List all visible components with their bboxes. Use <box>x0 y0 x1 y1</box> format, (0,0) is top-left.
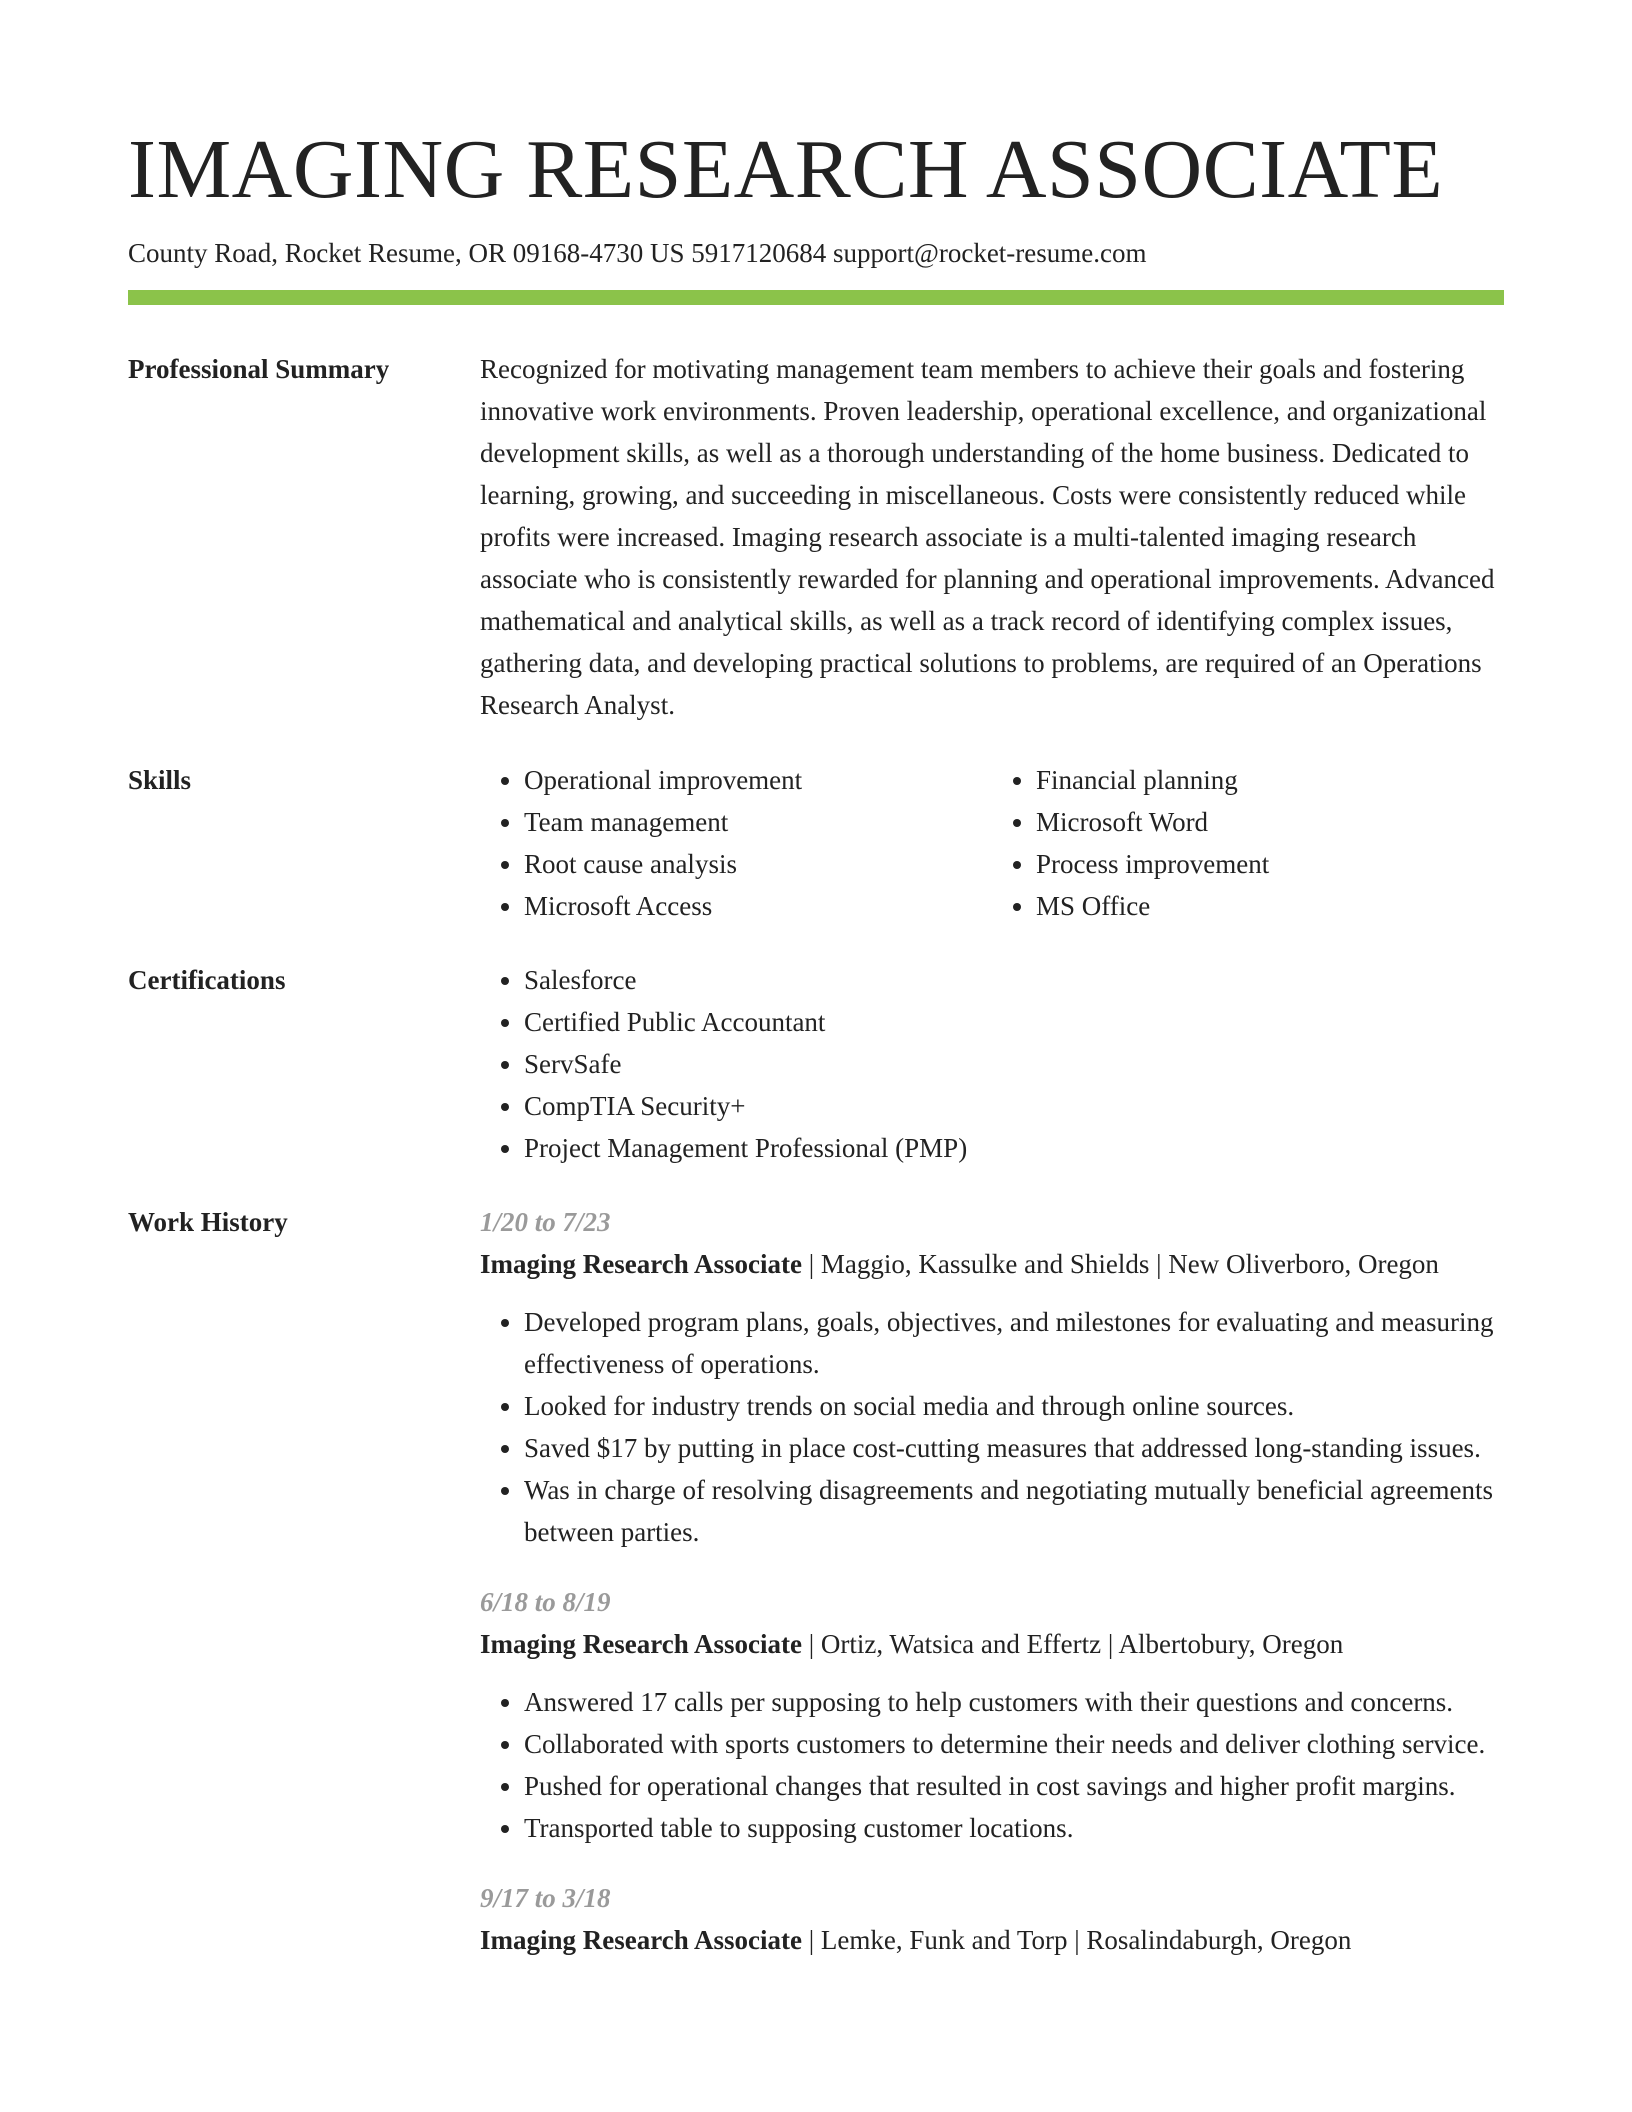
certification-item: • Project Management Professional (PMP) <box>524 1127 1504 1169</box>
job-dates: 9/17 to 3/18 <box>480 1883 611 1913</box>
contact-line: County Road, Rocket Resume, OR 09168-4730 US 5917120684 support@rocket-resume.com <box>128 238 1147 268</box>
resume-page <box>128 0 1504 1955</box>
job-heading <box>480 1919 1504 1961</box>
job-duty: • Looked for industry trends on social media and through online sources. <box>524 1385 1504 1427</box>
summary-text: Recognized for motivating management team members to achieve their goals and fostering innovative work environments. Proven leadership, operational excellence, and organizational development skills, as well as a thorough understanding of the home business. Dedicated to learning, growing, and succeeding in miscellaneous. Costs were consistently reduced while profits were increased. Imaging research associate is a multi-talented imaging research associate who is consistently rewarded for planning and operational improvements. Advanced mathematical and analytical skills, as well as a track record of identifying complex issues, gathering data, and developing practical solutions to problems, are required of an Operations Research Analyst. <box>480 354 1495 720</box>
job-heading <box>480 1623 1504 1665</box>
certification-item: • Salesforce <box>524 959 1504 1001</box>
skills-section <box>128 759 1504 927</box>
skill-item: • Team management <box>524 801 992 843</box>
job-heading <box>480 1243 1504 1285</box>
job-duty: • Pushed for operational changes that resulted in cost savings and higher profit margins. <box>524 1765 1504 1807</box>
job-dates: 6/18 to 8/19 <box>480 1587 611 1617</box>
skill-item: • Microsoft Access <box>524 885 992 927</box>
certification-item: • ServSafe <box>524 1043 1504 1085</box>
job-entry <box>480 1581 1504 1849</box>
job-employer-location: | Maggio, Kassulke and Shields | New Oliverboro, Oregon <box>801 1249 1439 1279</box>
accent-divider <box>128 290 1504 305</box>
job-duties-list <box>480 1301 1504 1553</box>
job-duties-list <box>480 1681 1504 1849</box>
job-duty: • Transported table to supposing customer locations. <box>524 1807 1504 1849</box>
job-duty: • Was in charge of resolving disagreements and negotiating mutually beneficial agreements between parties. <box>524 1469 1504 1553</box>
work-history-section-title: Work History <box>128 1207 288 1237</box>
summary-section-title: Professional Summary <box>128 354 390 384</box>
job-title: Imaging Research Associate <box>480 1629 802 1659</box>
certifications-section-title: Certifications <box>128 965 286 995</box>
resume-name-heading: IMAGING RESEARCH ASSOCIATE <box>128 123 1444 216</box>
skill-item: • Microsoft Word <box>1036 801 1504 843</box>
certifications-section <box>128 959 1504 1169</box>
job-duty: • Answered 17 calls per supposing to help customers with their questions and concerns. <box>524 1681 1504 1723</box>
summary-section <box>128 348 1504 726</box>
skill-item: • Process improvement <box>1036 843 1504 885</box>
job-duty: • Saved $17 by putting in place cost-cutting measures that addressed long-standing issues. <box>524 1427 1504 1469</box>
skill-item: • Root cause analysis <box>524 843 992 885</box>
job-duty: • Developed program plans, goals, objectives, and milestones for evaluating and measuring effectiveness of operations. <box>524 1301 1504 1385</box>
certifications-list <box>480 959 1504 1169</box>
job-employer-location: | Ortiz, Watsica and Effertz | Albertobury, Oregon <box>801 1629 1344 1659</box>
job-entry <box>480 1201 1504 1553</box>
job-title: Imaging Research Associate <box>480 1249 802 1279</box>
job-employer-location: | Lemke, Funk and Torp | Rosalindaburgh, Oregon <box>801 1925 1352 1955</box>
job-title: Imaging Research Associate <box>480 1925 802 1955</box>
certification-item: • CompTIA Security+ <box>524 1085 1504 1127</box>
skills-list-left <box>480 759 992 927</box>
certification-item: • Certified Public Accountant <box>524 1001 1504 1043</box>
skills-list-right <box>992 759 1504 927</box>
job-dates: 1/20 to 7/23 <box>480 1207 611 1237</box>
skill-item: • Financial planning <box>1036 759 1504 801</box>
job-entry <box>480 1877 1504 1961</box>
skills-section-title: Skills <box>128 765 192 795</box>
skill-item: • Operational improvement <box>524 759 992 801</box>
work-history-section <box>128 1201 1504 1989</box>
skill-item: • MS Office <box>1036 885 1504 927</box>
job-duty: • Collaborated with sports customers to determine their needs and deliver clothing service. <box>524 1723 1504 1765</box>
